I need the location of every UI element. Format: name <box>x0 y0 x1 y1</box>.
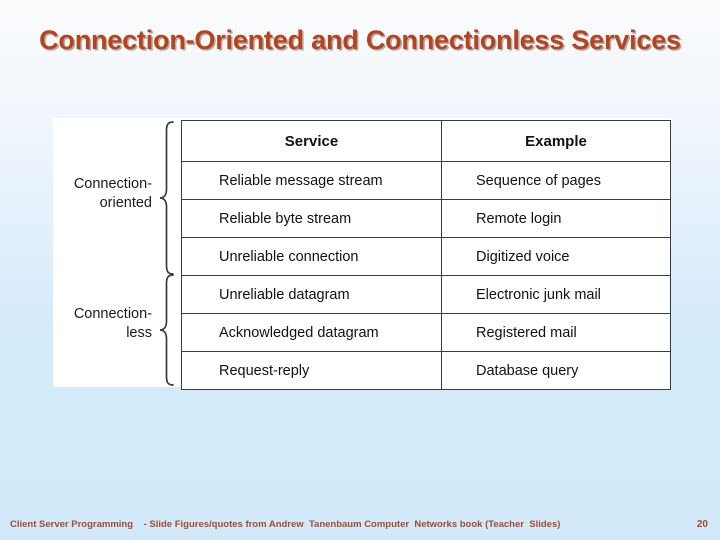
cell-service: Unreliable datagram <box>182 276 442 314</box>
column-header-service: Service <box>182 121 442 162</box>
brace-connection-oriented-icon <box>157 119 177 282</box>
table-row <box>182 352 671 390</box>
group-label-connection-oriented <box>46 175 152 213</box>
page-title: Connection-Oriented and Connectionless Services <box>39 25 681 55</box>
footer-attribution-text: Client Server Programming - Slide Figures/quotes from Andrew Tanenbaum Computer Networks book (Teacher Slides) <box>10 519 561 530</box>
slide-page-number: 20 <box>696 519 708 530</box>
cell-example: Sequence of pages <box>442 162 671 200</box>
group-label-line-2: oriented <box>99 195 152 211</box>
cell-service: Reliable byte stream <box>182 200 442 238</box>
cell-service: Reliable message stream <box>182 162 442 200</box>
footer <box>0 519 720 537</box>
service-example-table <box>181 120 671 390</box>
cell-example: Database query <box>442 352 671 390</box>
cell-service: Acknowledged datagram <box>182 314 442 352</box>
cell-service: Request-reply <box>182 352 442 390</box>
cell-example: Digitized voice <box>442 238 671 276</box>
table-header-row <box>182 121 671 162</box>
column-header-example: Example <box>442 121 671 162</box>
brace-connectionless-icon <box>157 272 177 393</box>
table-row <box>182 238 671 276</box>
cell-example: Remote login <box>442 200 671 238</box>
cell-example: Electronic junk mail <box>442 276 671 314</box>
group-label-line-2: less <box>126 325 152 341</box>
table-row <box>182 276 671 314</box>
table-row <box>182 162 671 200</box>
table-row <box>182 314 671 352</box>
cell-service: Unreliable connection <box>182 238 442 276</box>
group-label-connectionless <box>46 305 152 343</box>
group-label-line-1: Connection- <box>73 176 152 192</box>
cell-example: Registered mail <box>442 314 671 352</box>
group-label-line-1: Connection- <box>73 306 152 322</box>
table-row <box>182 200 671 238</box>
